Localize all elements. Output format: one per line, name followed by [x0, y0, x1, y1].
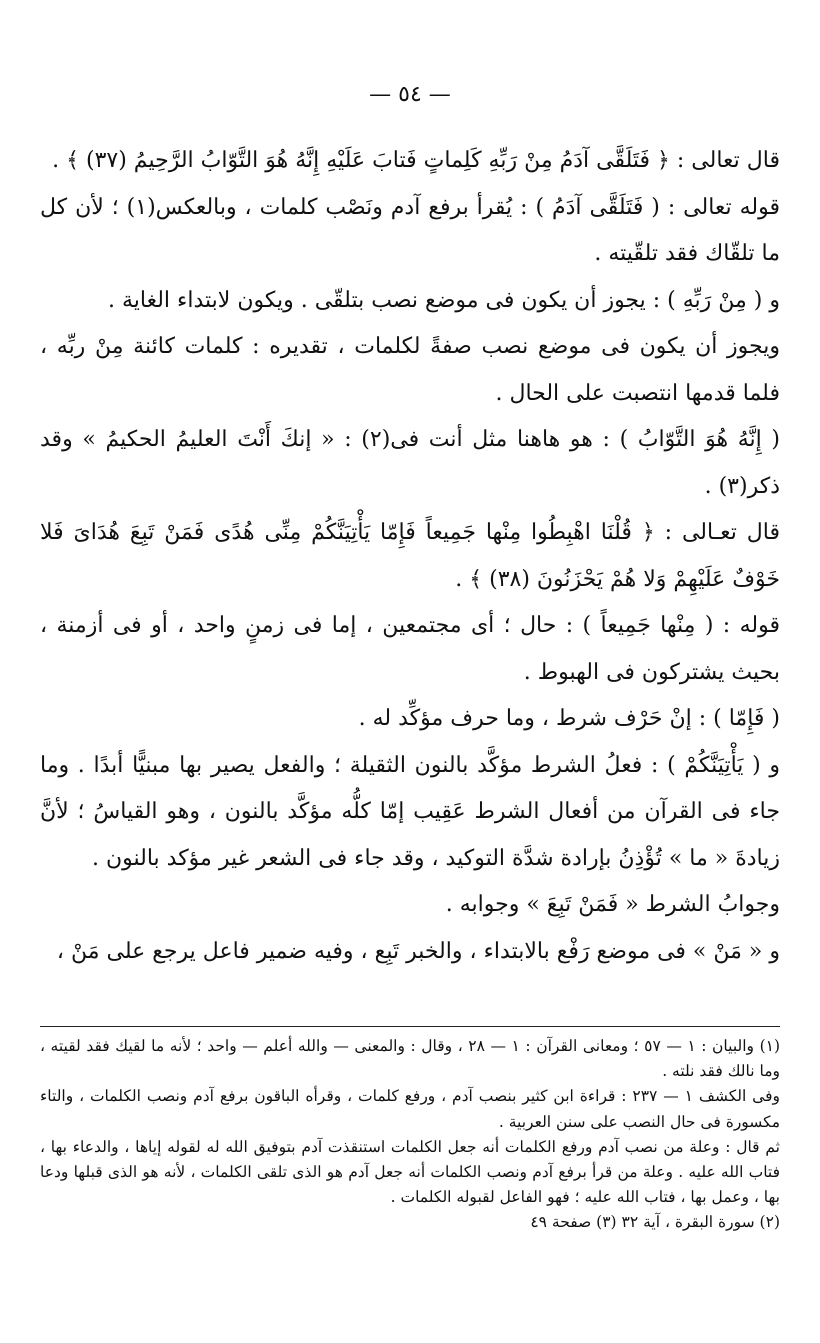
paragraph-innahu: ( إِنَّهُ هُوَ التَّوّابُ ) : هو هاهنا مثل أنت فى(٢) : « إنكَ أَنْتَ العليمُ الحكيمُ » وقد ذكر(٣) . [40, 427, 780, 499]
paragraph-sifa: ويجوز أن يكون فى موضع نصب صفةً لكلمات ، تقديره : كلمات كائنة مِنْ ربِّه ، فلما قدمها انتصبت على الحال . [40, 334, 780, 406]
main-text [40, 138, 780, 975]
paragraph-minha-jamian: قوله : ( مِنْها جَمِيعاً ) : حال ؛ أى مجتمعين ، إما فى زمنٍ واحد ، أو فى أزمنة ، بحيث يشتركون فى الهبوط . [40, 613, 780, 685]
paragraph-fa-imma: ( فَإِمّا ) : إنْ حَرْف شرط ، وما حرف مؤكِّد له . [358, 706, 780, 731]
footnote-1-kashf: وفى الكشف ١ — ٢٣٧ : قراءة ابن كثير بنصب آدم ، ورفع كلمات ، وقرأه الباقون برفع آدم ونصب الكلمات ، والتاء مكسورة فى حال النصب على سنن العربية . [40, 1087, 780, 1131]
paragraph-verse-37: قال تعالى : ﴿ فَتَلَقَّى آدَمُ مِنْ رَبِّهِ كَلِماتٍ فَتابَ عَلَيْهِ إِنَّهُ هُوَ التَّوّابُ الرَّحِيمُ (٣٧) ﴾ . [52, 148, 780, 173]
page-number: — ٥٤ — [369, 82, 451, 107]
paragraph-talaqqa: قوله تعالى : ( فَتَلَقَّى آدَمُ ) : يُقرأ برفع آدم ونَصْب كلمات ، وبالعكس(١) ؛ لأن كل ما تلقّاك فقد تلقّيته . [40, 194, 780, 266]
paragraph-jawab: وجوابُ الشرط « فَمَنْ تَبِعَ » وجوابه . [445, 892, 780, 917]
footnote-1: (١) والبيان : ١ — ٥٧ ؛ ومعانى القرآن : ١ — ٢٨ ، وقال : والمعنى — والله أعلم — واحد ؛ لأنه ما لقيك فقد لقيته ، وما نالك فقد نلته . [40, 1037, 781, 1081]
paragraph-man: و « مَنْ » فى موضع رَفْع بالابتداء ، والخبر تَبِع ، وفيه ضمير فاعل يرجع على مَنْ ، [56, 938, 780, 964]
paragraph-verse-38: قال تعـالى : ﴿ قُلْنَا اهْبِطُوا مِنْها جَمِيعاً فَإِمّا يَأْتِيَنَّكُمْ مِنِّى هُدًى فَمَنْ تَبِعَ هُدَاىَ فَلا خَوْفٌ عَلَيْهِمْ وَلا هُمْ يَحْزَنُونَ (٣٨) ﴾ . [40, 520, 780, 592]
footnote-divider [40, 1026, 780, 1027]
footnotes [40, 1034, 780, 1236]
footnote-1-illa: ثم قال : وعلة من نصب آدم ورفع الكلمات أنه جعل الكلمات استنقذت آدم بتوفيق الله له لقوله إياها ، والدعاء بها ، فتاب الله عليه . وعلة من قرأ برفع آدم ونصب الكلمات أنه جعل آدم هو الذى تلقى الكلمات ، لأنه هو الذى قبلها ودعا بها ، وعمل بها ، فتاب الله عليه ؛ فهو الفاعل لقبوله الكلمات . [40, 1137, 780, 1207]
paragraph-min-rabbihi: و ( مِنْ رَبِّهِ ) : يجوز أن يكون فى موضع نصب بتلقّى . ويكون لابتداء الغاية . [107, 287, 780, 313]
footnote-2-3: (٢) سورة البقرة ، آية ٣٢ (٣) صفحة ٤٩ [530, 1213, 780, 1232]
paragraph-yatiyannakum: و ( يَأْتِيَنَّكُمْ ) : فعلُ الشرط مؤكَّد بالنون الثقيلة ؛ والفعل يصير بها مبنيًّا أبدًا . وما جاء فى القرآن من أفعال الشرط عَقِيب إمّا كلُّه مؤكَّد بالنون ، وهو القياسُ ؛ لأنَّ زيادةَ « ما » تُؤْذِنُ بإرادة شدَّة التوكيد ، وقد جاء فى الشعر غير مؤكد بالنون . [40, 752, 780, 871]
